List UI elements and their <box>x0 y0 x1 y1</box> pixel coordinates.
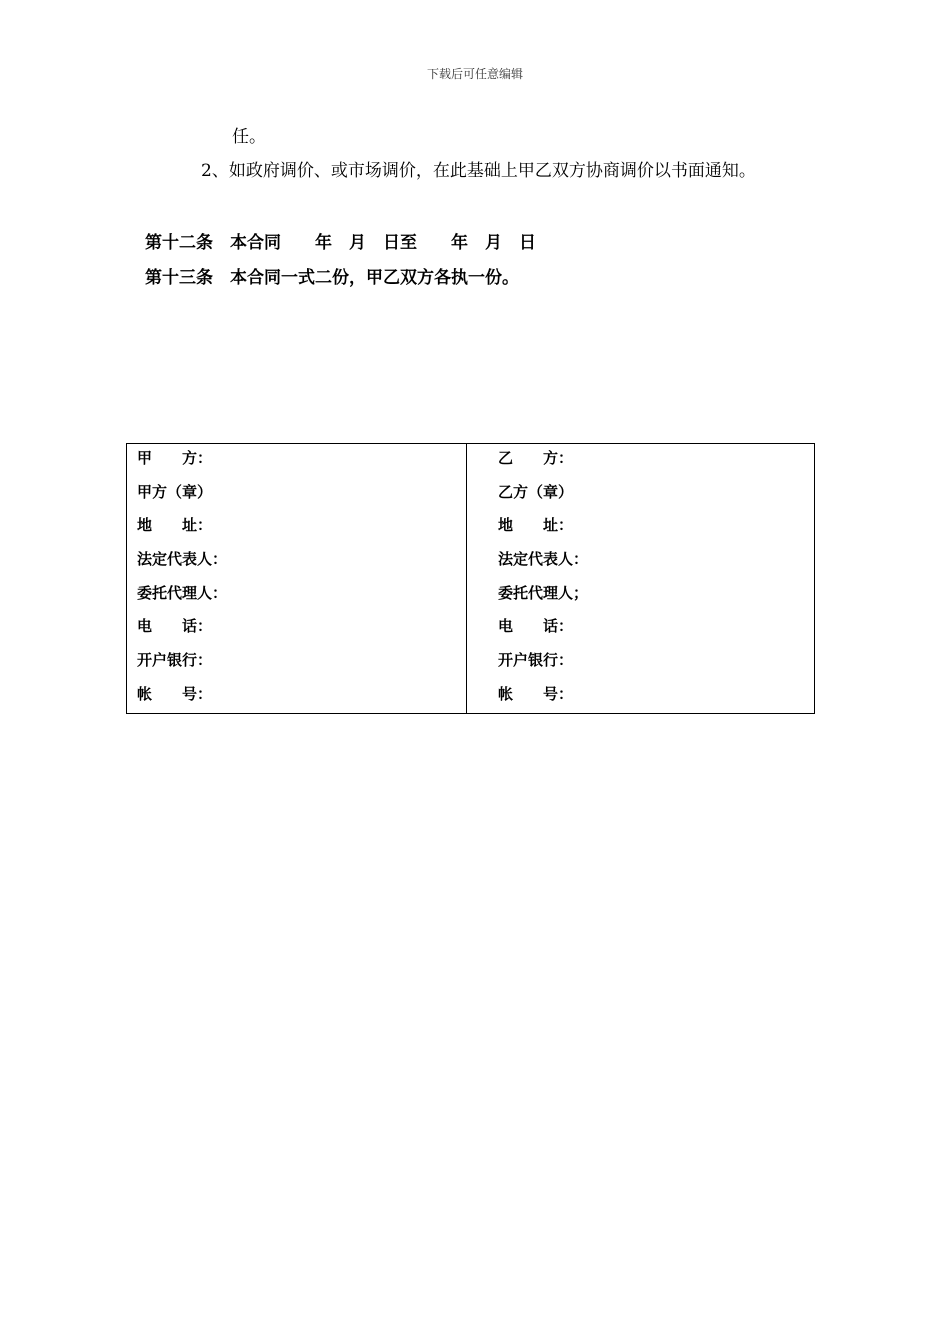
party-b-phone-field: 电 话： <box>498 617 574 636</box>
paragraph-continuation: 任。 <box>232 127 266 147</box>
party-a-legal-rep-field: 法定代表人： <box>137 550 228 569</box>
party-b-address-field: 地 址： <box>498 516 574 535</box>
party-b-agent-field: 委托代理人； <box>498 583 589 602</box>
page-header-note: 下载后可任意编辑 <box>426 67 523 81</box>
article-12: 第十二条 本合同 年 月 日至 年 月 日 <box>145 233 536 253</box>
party-b-name-field: 乙 方： <box>498 449 574 467</box>
party-b-seal-field: 乙方（章） <box>498 482 574 501</box>
party-a-address-field: 地 址： <box>137 516 213 535</box>
party-a-account-field: 帐 号： <box>137 684 213 703</box>
party-b-column <box>467 444 814 713</box>
signature-table <box>126 443 815 714</box>
party-a-name-field: 甲 方： <box>137 449 213 467</box>
party-a-agent-field: 委托代理人： <box>137 583 228 602</box>
party-a-column <box>127 444 467 713</box>
party-a-bank-field: 开户银行： <box>137 651 213 670</box>
paragraph-price-adjustment: 2、如政府调价、或市场调价，在此基础上甲乙双方协商调价以书面通知。 <box>201 161 756 181</box>
article-13: 第十三条 本合同一式二份，甲乙双方各执一份。 <box>145 268 519 288</box>
party-a-phone-field: 电 话： <box>137 617 213 636</box>
party-b-bank-field: 开户银行： <box>498 651 574 670</box>
party-b-legal-rep-field: 法定代表人： <box>498 550 589 569</box>
party-a-seal-field: 甲方（章） <box>137 482 213 501</box>
party-b-account-field: 帐 号： <box>498 684 574 703</box>
